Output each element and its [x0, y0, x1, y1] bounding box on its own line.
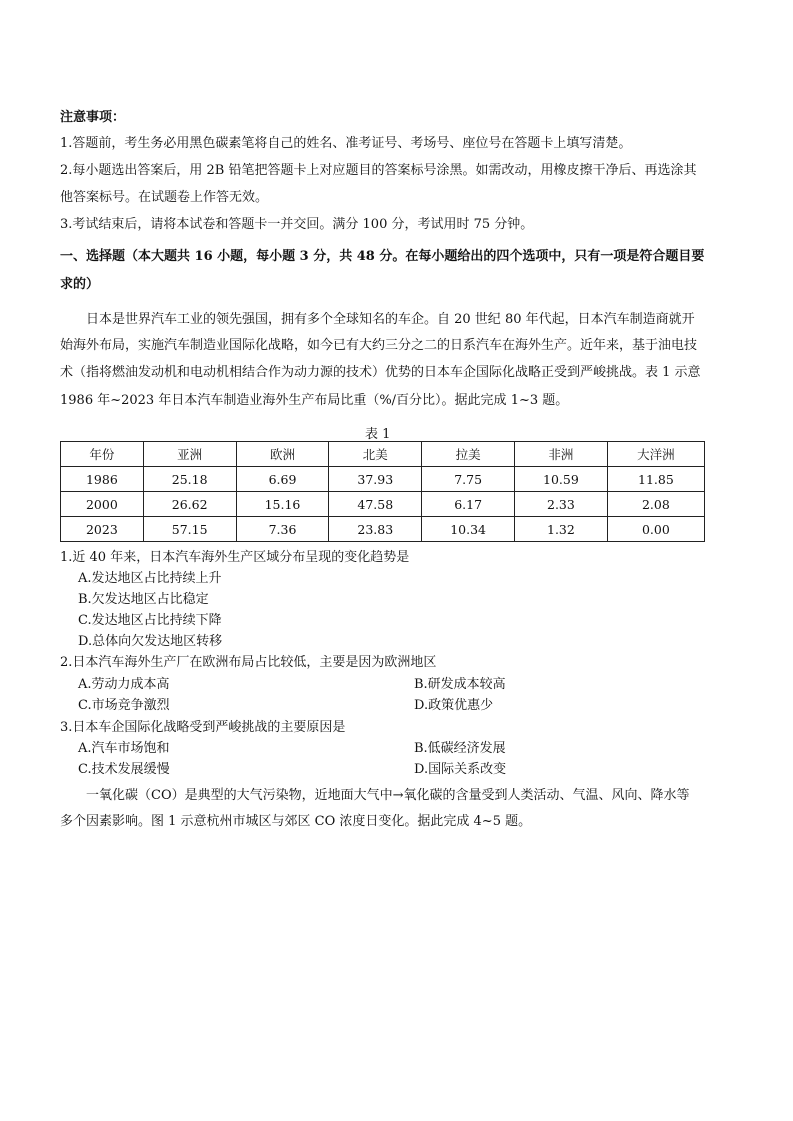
passage1-line-2: 始海外布局，实施汽车制造业国际化战略，如今已有大约三分之二的日系汽车在海外生产。近年来，基于油电技	[60, 338, 698, 353]
question-3-option-d[interactable]: D.国际关系改变	[414, 762, 507, 777]
table-cell: 47.58	[329, 492, 422, 517]
table-cell: 10.59	[515, 467, 608, 492]
notice-item-2: 2.每小题选出答案后，用 2B 铅笔把答题卡上对应题目的答案标号涂黑。如需改动，用橡皮擦干净后、再选涂其	[60, 163, 697, 178]
table-cell: 2.33	[515, 492, 608, 517]
table-cell: 11.85	[607, 467, 704, 492]
table-header-cell: 年份	[61, 442, 144, 467]
notice-item-1: 1.答题前，考生务必用黑色碳素笔将自己的姓名、准考证号、考场号、座位号在答题卡上填写清楚。	[60, 136, 632, 151]
question-2-stem: 2.日本汽车海外生产厂在欧洲布局占比较低，主要是因为欧洲地区	[60, 655, 437, 670]
section-heading: 一、选择题（本大题共 16 小题，每小题 3 分，共 48 分。在每小题给出的四个选项中，只有一项是符合题目要	[60, 249, 705, 264]
table-cell: 25.18	[143, 467, 236, 492]
section-heading-continued: 求的）	[60, 277, 100, 292]
passage1-line-3: 术（指将燃油发动机和电动机相结合作为动力源的技术）优势的日本车企国际化战略正受到严峻挑战。表 1 示意	[60, 365, 701, 380]
table-cell: 6.69	[236, 467, 329, 492]
table-cell: 0.00	[607, 517, 704, 542]
table-cell: 7.75	[422, 467, 515, 492]
table-cell: 10.34	[422, 517, 515, 542]
table-row	[61, 492, 705, 517]
question-2-option-d[interactable]: D.政策优惠少	[414, 698, 494, 713]
table-header-row	[61, 442, 705, 467]
passage2-line-2: 多个因素影响。图 1 示意杭州市城区与郊区 CO 浓度日变化。据此完成 4~5 题。	[60, 814, 532, 829]
question-3-option-b[interactable]: B.低碳经济发展	[414, 741, 506, 756]
table-caption: 表 1	[365, 427, 391, 442]
table-row	[61, 467, 705, 492]
table-cell: 15.16	[236, 492, 329, 517]
table-cell: 57.15	[143, 517, 236, 542]
notice-item-2-continued: 他答案标号。在试题卷上作答无效。	[60, 190, 269, 205]
question-2-option-c[interactable]: C.市场竞争激烈	[78, 698, 170, 713]
table-cell: 23.83	[329, 517, 422, 542]
passage1-line-1: 日本是世界汽车工业的领先强国，拥有多个全球知名的车企。自 20 世纪 80 年代起，日本汽车制造商就开	[86, 312, 695, 327]
table-cell: 2000	[61, 492, 144, 517]
table-cell: 2023	[61, 517, 144, 542]
table-cell: 2.08	[607, 492, 704, 517]
table-row	[61, 517, 705, 542]
passage2-line-1: 一氧化碳（CO）是典型的大气污染物，近地面大气中→氧化碳的含量受到人类活动、气温、风向、降水等	[86, 788, 690, 803]
table-cell: 7.36	[236, 517, 329, 542]
table-cell: 26.62	[143, 492, 236, 517]
data-table	[60, 441, 705, 542]
question-3-option-a[interactable]: A.汽车市场饱和	[78, 741, 170, 756]
table-header-cell: 非洲	[515, 442, 608, 467]
table-header-cell: 北美	[329, 442, 422, 467]
table-header-cell: 拉美	[422, 442, 515, 467]
table-cell: 37.93	[329, 467, 422, 492]
question-1-option-c[interactable]: C.发达地区占比持续下降	[78, 613, 222, 628]
table-header-cell: 大洋洲	[607, 442, 704, 467]
table-cell: 1.32	[515, 517, 608, 542]
question-3-option-c[interactable]: C.技术发展缓慢	[78, 762, 170, 777]
question-1-option-b[interactable]: B.欠发达地区占比稳定	[78, 592, 209, 607]
table-cell: 6.17	[422, 492, 515, 517]
question-3-stem: 3.日本车企国际化战略受到严峻挑战的主要原因是	[60, 720, 346, 735]
question-1-option-a[interactable]: A.发达地区占比持续上升	[78, 571, 222, 586]
table-cell: 1986	[61, 467, 144, 492]
passage1-line-4: 1986 年~2023 年日本汽车制造业海外生产布局比重（%/百分比）。据此完成 1~3 题。	[60, 393, 569, 408]
notice-title: 注意事项：	[60, 110, 126, 125]
question-2-option-b[interactable]: B.研发成本较高	[414, 677, 506, 692]
table-header-cell: 欧洲	[236, 442, 329, 467]
question-1-option-d[interactable]: D.总体向欠发达地区转移	[78, 634, 223, 649]
question-2-option-a[interactable]: A.劳动力成本高	[78, 677, 170, 692]
question-1-stem: 1.近 40 年来，日本汽车海外生产区域分布呈现的变化趋势是	[60, 550, 410, 565]
notice-item-3: 3.考试结束后，请将本试卷和答题卡一并交回。满分 100 分，考试用时 75 分钟。	[60, 217, 534, 232]
table-header-cell: 亚洲	[143, 442, 236, 467]
